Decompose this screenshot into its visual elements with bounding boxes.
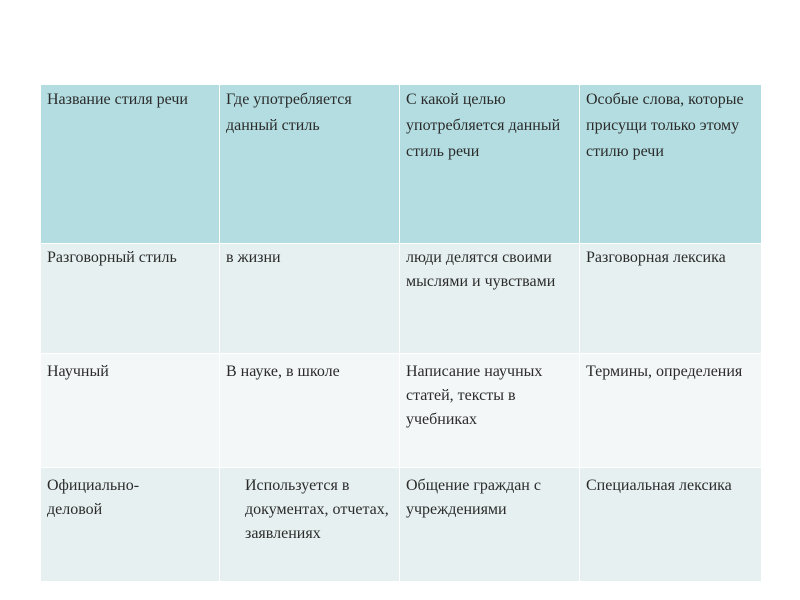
table-header-row bbox=[41, 85, 762, 244]
cell-text: В науке, в школе bbox=[226, 363, 340, 380]
cell-text: в жизни bbox=[226, 249, 281, 266]
header-where-used bbox=[220, 85, 400, 244]
table-row bbox=[41, 354, 762, 468]
table-cell bbox=[580, 354, 762, 468]
table-cell bbox=[580, 468, 762, 582]
cell-text: Термины, определения bbox=[586, 363, 743, 380]
table-cell bbox=[580, 244, 762, 354]
table-cell bbox=[220, 244, 400, 354]
table-cell bbox=[400, 244, 580, 354]
cell-text: Разговорный стиль bbox=[47, 249, 177, 266]
table-cell bbox=[41, 354, 220, 468]
header-purpose-text: С какой целью употребляется данный стиль речи bbox=[406, 91, 561, 160]
header-special-words-text: Особые слова, которые присущи только этому стилю речи bbox=[586, 91, 744, 160]
table-cell bbox=[220, 468, 400, 582]
header-where-used-text: Где употребляется данный стиль bbox=[226, 91, 352, 134]
table-cell bbox=[41, 468, 220, 582]
cell-text: Научный bbox=[47, 363, 109, 380]
header-style-name bbox=[41, 85, 220, 244]
table-cell bbox=[220, 354, 400, 468]
table-row bbox=[41, 244, 762, 354]
header-purpose bbox=[400, 85, 580, 244]
cell-text: Написание научных статей, тексты в учебниках bbox=[406, 363, 543, 428]
cell-text: Специальная лексика bbox=[586, 477, 732, 494]
cell-text: Разговорная лексика bbox=[586, 249, 726, 266]
cell-text: Общение граждан с учреждениями bbox=[406, 477, 541, 518]
cell-text: Официально- деловой bbox=[47, 477, 140, 518]
header-special-words bbox=[580, 85, 762, 244]
table-cell bbox=[400, 468, 580, 582]
table-cell bbox=[41, 244, 220, 354]
table-cell bbox=[400, 354, 580, 468]
speech-styles-table bbox=[40, 84, 762, 582]
header-style-name-text: Название стиля речи bbox=[47, 91, 188, 108]
cell-text: Используется в документах, отчетах, заявлениях bbox=[245, 477, 389, 542]
cell-text: люди делятся своими мыслями и чувствами bbox=[406, 249, 556, 290]
table-row bbox=[41, 468, 762, 582]
